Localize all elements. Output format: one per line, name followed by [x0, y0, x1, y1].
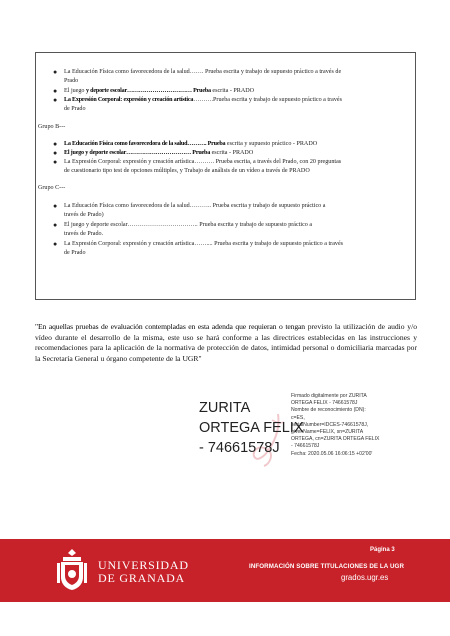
signature-detail-line: c=ES,	[291, 414, 305, 421]
item-continuation: de Prado	[64, 250, 86, 256]
bullet-icon: ●	[53, 240, 58, 248]
page-number: Página 3	[370, 547, 395, 553]
item-text: La Educación Física como favorecedora de la salud…….	[64, 69, 205, 75]
bullet-icon: ●	[53, 68, 58, 76]
signer-id-line: - 74661578J	[199, 440, 280, 456]
item-text-end: ……….Prueba escrita y trabajo de supuesto práctico a través	[193, 97, 342, 103]
bullet-icon: ●	[53, 149, 58, 157]
signer-name-line: ZURITA	[199, 400, 251, 416]
item-continuation: través de Prado.	[64, 231, 104, 237]
university-crest-icon	[55, 547, 89, 591]
digital-signature-details	[291, 393, 421, 458]
university-name	[98, 559, 189, 585]
item-text: El juego	[64, 88, 87, 94]
group-c-label: Grupo C---	[38, 185, 66, 191]
signature-detail-line: ORTEGA, cn=ZURITA ORTEGA FELIX	[291, 436, 380, 443]
signature-detail-line: Fecha: 2020.05.06 16:06:15 +02'00'	[291, 450, 373, 457]
item-text-end: escrita y supuesto práctico - PRADO	[225, 141, 318, 147]
item-text: La Educación Física como favorecedora de la salud……….. Prueba escrita y trabajo de supuesto práctico a	[64, 203, 326, 209]
bullet-icon: ●	[53, 96, 58, 104]
bullet-icon: ●	[53, 158, 58, 166]
footer-website-link[interactable]: grados.ugr.es	[341, 573, 389, 582]
university-name-line: UNIVERSIDAD	[98, 558, 189, 572]
signature-detail-line: Firmado digitalmente por ZURITA	[291, 393, 367, 399]
item-text-end: Prueba escrita y trabajo de supuesto práctico a través de	[204, 69, 342, 75]
evaluation-table-cell	[35, 52, 416, 300]
page-footer	[0, 539, 450, 602]
item-bold-text: y deporte escolar…………………………… Prueba	[86, 88, 211, 94]
bullet-icon: ●	[53, 202, 58, 210]
bullet-icon: ●	[53, 221, 58, 229]
item-text-end: escrita - PRADO	[210, 150, 254, 156]
bullet-icon: ●	[53, 87, 58, 95]
signature-detail-line: Nombre de reconocimiento (DN):	[291, 407, 366, 414]
university-name-line: DE GRANADA	[98, 571, 185, 585]
item-continuation: través de Prado)	[64, 212, 104, 218]
item-bold-text: La Expresión Corporal: expresión y creación artística	[64, 97, 194, 103]
privacy-notice	[35, 322, 417, 364]
item-continuation: Prado	[64, 78, 79, 84]
item-bold-text: La Educación Física como favorecedora de la salud………. Prueba	[64, 141, 226, 147]
signature-detail-line: serialNumber=IDCES-74661578J,	[291, 421, 369, 428]
item-text: La Expresión Corporal: expresión y creación artística………. Prueba escrita, a través del Prado, con 20 preguntas	[64, 159, 342, 165]
signature-detail-line: ORTEGA FELIX - 74661578J	[291, 400, 358, 407]
signature-detail-line: givenName=FELIX, sn=ZURITA	[291, 429, 364, 436]
signature-detail-line: - 74661578J	[291, 443, 320, 450]
signer-name-line: ORTEGA FELIX	[199, 420, 304, 436]
item-text: El juego y deporte escolar…………………………….. Prueba escrita y trabajo de supuesto práctico a	[64, 222, 313, 228]
item-continuation: de cuestionario tipo test de opciones múltiples, y Trabajo de análisis de un vídeo a través de PRADO	[64, 168, 310, 174]
notice-body: previsto la utilización de audio y/o vídeo durante el desarrollo de la misma, este uso se hará conforme a las directrices establecidas en las instrucciones y recomendaciones para la aplicación de la normativa de protección de datos, intimidad personal o domiciliaria marcadas por la Secretaría General u órgano competente de la UGR"	[35, 322, 417, 363]
item-continuation: de Prado	[64, 106, 86, 112]
bullet-icon: ●	[53, 140, 58, 148]
item-text-end: escrita - PRADO	[210, 88, 255, 94]
group-b-label: Grupo B---	[38, 124, 66, 130]
notice-first-line: "En aquellas pruebas de evaluación contempladas en esta adenda que requieran o tengan	[35, 322, 305, 331]
footer-info-heading: INFORMACIÓN SOBRE TITULACIONES DE LA UGR	[249, 563, 405, 570]
item-bold-text: El juego y deporte escolar…………………………… Prueba	[64, 150, 211, 156]
item-text: La Expresión Corporal: expresión y creación artística…….... Prueba escrita y trabajo de supuesto práctico a través	[64, 241, 344, 247]
